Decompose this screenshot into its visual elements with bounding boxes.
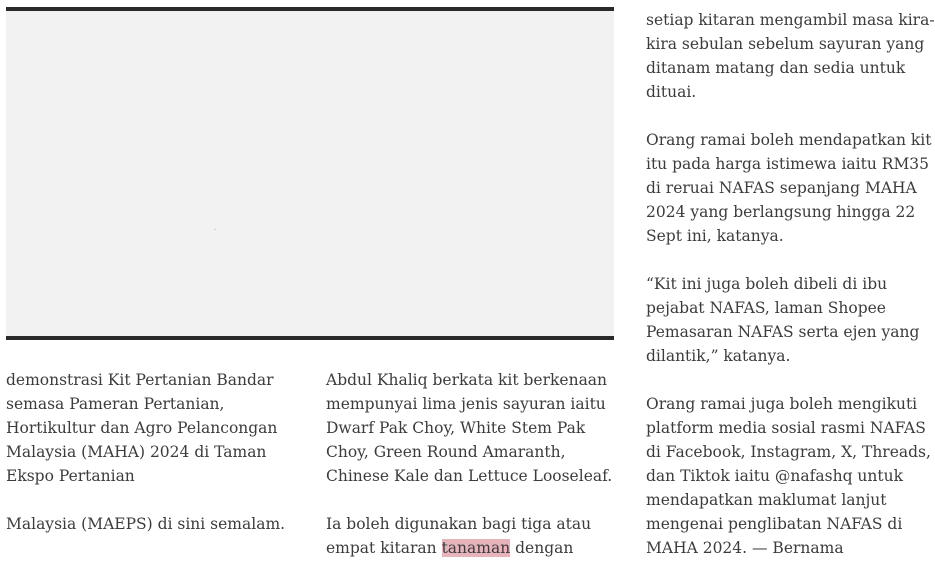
text-line: Ia boleh digunakan bagi tiga atau bbox=[326, 515, 592, 533]
text-line: di Facebook, Instagram, X, Threads, bbox=[646, 443, 931, 461]
paragraph bbox=[646, 272, 935, 368]
text-line: Pemasaran NAFAS serta ejen yang bbox=[646, 323, 920, 341]
text-line: Sept ini, katanya. bbox=[646, 227, 784, 245]
text-line: semasa Pameran Pertanian, bbox=[6, 395, 225, 413]
article-column-1 bbox=[6, 368, 306, 536]
text-line: Chinese Kale dan Lettuce Looseleaf. bbox=[326, 467, 613, 485]
article-column-2 bbox=[326, 368, 616, 560]
paragraph bbox=[646, 8, 935, 104]
text-line: MAHA 2024. — Bernama bbox=[646, 539, 844, 557]
text-fragment: dengan bbox=[510, 539, 574, 557]
text-line: mendapatkan maklumat lanjut bbox=[646, 491, 887, 509]
text-line: platform media sosial rasmi NAFAS bbox=[646, 419, 926, 437]
text-line: demonstrasi Kit Pertanian Bandar bbox=[6, 371, 274, 389]
text-line: “Kit ini juga boleh dibeli di ibu bbox=[646, 275, 888, 293]
paragraph bbox=[6, 512, 306, 536]
text-line: Malaysia (MAHA) 2024 di Taman bbox=[6, 443, 267, 461]
text-line: Ekspo Pertanian bbox=[6, 467, 135, 485]
text-line: Orang ramai boleh mendapatkan kit bbox=[646, 131, 932, 149]
text-line: dan Tiktok iaitu @nafashq untuk bbox=[646, 467, 903, 485]
paragraph bbox=[326, 512, 616, 560]
text-line: ditanam matang dan sedia untuk bbox=[646, 59, 906, 77]
text-line: Orang ramai juga boleh mengikuti bbox=[646, 395, 918, 413]
text-fragment: empat kitaran bbox=[326, 539, 442, 557]
text-line: pejabat NAFAS, laman Shopee bbox=[646, 299, 886, 317]
text-line: Dwarf Pak Choy, White Stem Pak bbox=[326, 419, 586, 437]
text-line: itu pada harga istimewa iaitu RM35 bbox=[646, 155, 930, 173]
text-line: kira sebulan sebelum sayuran yang bbox=[646, 35, 925, 53]
text-line: di reruai NAFAS sepanjang MAHA bbox=[646, 179, 917, 197]
text-line: mempunyai lima jenis sayuran iaitu bbox=[326, 395, 606, 413]
text-line: setiap kitaran mengambil masa kira- bbox=[646, 11, 935, 29]
image-loading-dot bbox=[214, 229, 216, 230]
paragraph bbox=[646, 128, 935, 248]
text-line: mengenai penglibatan NAFAS di bbox=[646, 515, 903, 533]
paragraph bbox=[6, 368, 306, 488]
text-line: Choy, Green Round Amaranth, bbox=[326, 443, 566, 461]
text-line: 2024 yang berlangsung hingga 22 bbox=[646, 203, 916, 221]
article-column-3 bbox=[646, 8, 935, 560]
text-line: Malaysia (MAEPS) di sini semalam. bbox=[6, 515, 286, 533]
text-line: Hortikultur dan Agro Pelancongan bbox=[6, 419, 278, 437]
text-line: Abdul Khaliq berkata kit berkenaan bbox=[326, 371, 608, 389]
highlighted-word: tanaman bbox=[441, 539, 511, 557]
paragraph bbox=[646, 392, 935, 560]
paragraph bbox=[326, 368, 616, 488]
text-line: dituai. bbox=[646, 83, 697, 101]
article-image-placeholder bbox=[6, 7, 614, 340]
text-line: dilantik,” katanya. bbox=[646, 347, 791, 365]
